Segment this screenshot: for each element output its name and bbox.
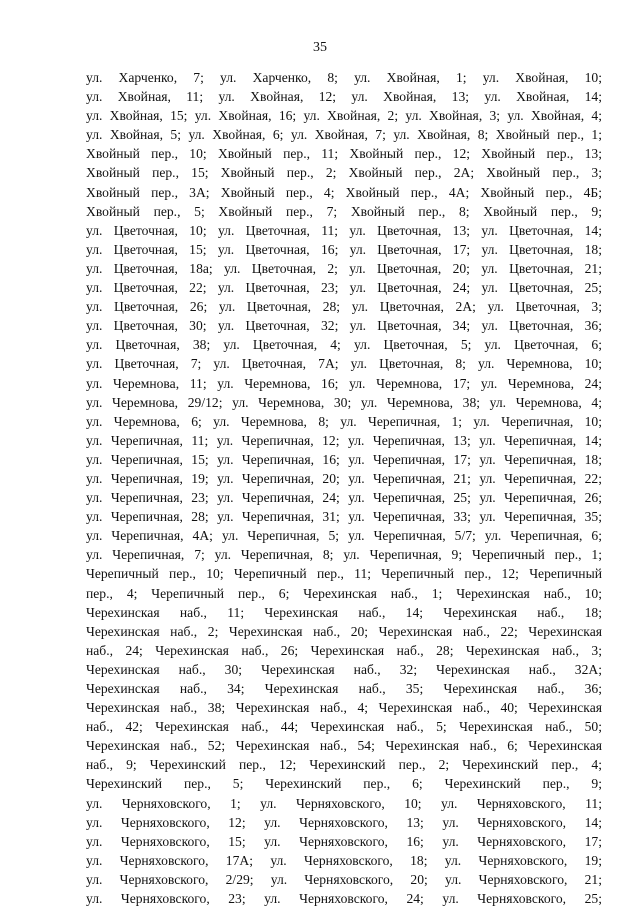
text-line: Хвойный пер., 15; Хвойный пер., 2; Хвойный пер., 2А; Хвойный пер., 3;: [86, 165, 602, 181]
text-line: Черехинская наб., 34; Черехинская наб., 35; Черехинская наб., 36;: [86, 681, 602, 696]
text-line: ул. Черепичная, 15; ул. Черепичная, 16; ул. Черепичная, 17; ул. Черепичная, 18;: [86, 451, 602, 467]
text-line: ул. Черняховского, 1; ул. Черняховского, 10; ул. Черняховского, 11;: [86, 795, 602, 811]
text-line: Черехинская наб., 11; Черехинская наб., 14; Черехинская наб., 18;: [86, 604, 602, 620]
text-line: ул. Хвойная, 5; ул. Хвойная, 6; ул. Хвойная, 7; ул. Хвойная, 8; Хвойный пер., 1;: [86, 127, 602, 143]
text-line: ул. Цветочная, 30; ул. Цветочная, 32; ул. Цветочная, 34; ул. Цветочная, 36;: [86, 318, 602, 334]
text-line: ул. Черепичная, 19; ул. Черепичная, 20; ул. Черепичная, 21; ул. Черепичная, 22;: [86, 470, 602, 486]
text-line: ул. Цветочная, 26; ул. Цветочная, 28; ул. Цветочная, 2А; ул. Цветочная, 3;: [86, 299, 602, 315]
text-line: ул. Цветочная, 22; ул. Цветочная, 23; ул. Цветочная, 24; ул. Цветочная, 25;: [86, 280, 602, 296]
text-line: ул. Черепичная, 7; ул. Черепичная, 8; ул. Черепичная, 9; Черепичный пер., 1;: [86, 547, 602, 563]
text-line: Черепичный пер., 10; Черепичный пер., 11; Черепичный пер., 12; Черепичный: [86, 566, 602, 582]
text-line: ул. Черняховского, 17А; ул. Черняховского, 18; ул. Черняховского, 19;: [86, 852, 602, 868]
text-line: ул. Цветочная, 18а; ул. Цветочная, 2; ул. Цветочная, 20; ул. Цветочная, 21;: [86, 260, 602, 276]
text-line: ул. Цветочная, 15; ул. Цветочная, 16; ул. Цветочная, 17; ул. Цветочная, 18;: [86, 241, 602, 257]
text-line: ул. Черепичная, 11; ул. Черепичная, 12; ул. Черепичная, 13; ул. Черепичная, 14;: [86, 432, 602, 448]
text-line: пер., 4; Черепичный пер., 6; Черехинская наб., 1; Черехинская наб., 10;: [86, 585, 602, 601]
text-line: ул. Черепичная, 4А; ул. Черепичная, 5; ул. Черепичная, 5/7; ул. Черепичная, 6;: [86, 528, 602, 544]
text-line: ул. Черняховского, 23; ул. Черняховского, 24; ул. Черняховского, 25;: [86, 891, 602, 907]
text-line: ул. Черемнова, 11; ул. Черемнова, 16; ул. Черемнова, 17; ул. Черемнова, 24;: [86, 375, 602, 391]
text-line: Черехинская наб., 30; Черехинская наб., 32; Черехинская наб., 32А;: [86, 661, 602, 677]
text-line: ул. Харченко, 7; ул. Харченко, 8; ул. Хвойная, 1; ул. Хвойная, 10;: [86, 70, 602, 85]
text-line: Хвойный пер., 5; Хвойный пер., 7; Хвойный пер., 8; Хвойный пер., 9;: [86, 203, 602, 219]
text-line: ул. Черемнова, 29/12; ул. Черемнова, 30; ул. Черемнова, 38; ул. Черемнова, 4;: [86, 394, 602, 410]
text-line: ул. Цветочная, 38; ул. Цветочная, 4; ул. Цветочная, 5; ул. Цветочная, 6;: [86, 337, 602, 353]
text-line: наб., 9; Черехинский пер., 12; Черехинский пер., 2; Черехинский пер., 4;: [86, 757, 602, 773]
text-line: ул. Черепичная, 23; ул. Черепичная, 24; ул. Черепичная, 25; ул. Черепичная, 26;: [86, 490, 602, 506]
text-line: ул. Цветочная, 7; ул. Цветочная, 7А; ул. Цветочная, 8; ул. Черемнова, 10;: [86, 356, 602, 372]
text-line: наб., 24; Черехинская наб., 26; Черехинская наб., 28; Черехинская наб., 3;: [86, 642, 602, 658]
text-line: ул. Цветочная, 10; ул. Цветочная, 11; ул. Цветочная, 13; ул. Цветочная, 14;: [86, 222, 602, 238]
text-line: Черехинская наб., 2; Черехинская наб., 20; Черехинская наб., 22; Черехинская: [86, 623, 602, 639]
text-line: ул. Хвойная, 11; ул. Хвойная, 12; ул. Хвойная, 13; ул. Хвойная, 14;: [86, 89, 602, 105]
text-line: наб., 42; Черехинская наб., 44; Черехинская наб., 5; Черехинская наб., 50;: [86, 719, 602, 735]
text-line: ул. Черемнова, 6; ул. Черемнова, 8; ул. Черепичная, 1; ул. Черепичная, 10;: [86, 413, 602, 429]
text-line: ул. Черняховского, 12; ул. Черняховского, 13; ул. Черняховского, 14;: [86, 814, 602, 830]
text-line: Хвойный пер., 3А; Хвойный пер., 4; Хвойный пер., 4А; Хвойный пер., 4Б;: [86, 184, 602, 200]
text-line: Хвойный пер., 10; Хвойный пер., 11; Хвойный пер., 12; Хвойный пер., 13;: [86, 146, 602, 162]
text-line: ул. Черняховского, 15; ул. Черняховского, 16; ул. Черняховского, 17;: [86, 833, 602, 849]
text-line: Черехинская наб., 38; Черехинская наб., 4; Черехинская наб., 40; Черехинская: [86, 700, 602, 716]
text-line: ул. Хвойная, 15; ул. Хвойная, 16; ул. Хвойная, 2; ул. Хвойная, 3; ул. Хвойная, 4;: [86, 108, 602, 124]
text-line: ул. Черепичная, 28; ул. Черепичная, 31; ул. Черепичная, 33; ул. Черепичная, 35;: [86, 509, 602, 525]
address-list: [86, 68, 602, 908]
text-line: Черехинская наб., 52; Черехинская наб., 54; Черехинская наб., 6; Черехинская: [86, 738, 602, 754]
text-line: Черехинский пер., 5; Черехинский пер., 6; Черехинский пер., 9;: [86, 776, 602, 792]
text-line: ул. Черняховского, 2/29; ул. Черняховского, 20; ул. Черняховского, 21;: [86, 871, 602, 887]
page-number: 35: [313, 40, 327, 55]
